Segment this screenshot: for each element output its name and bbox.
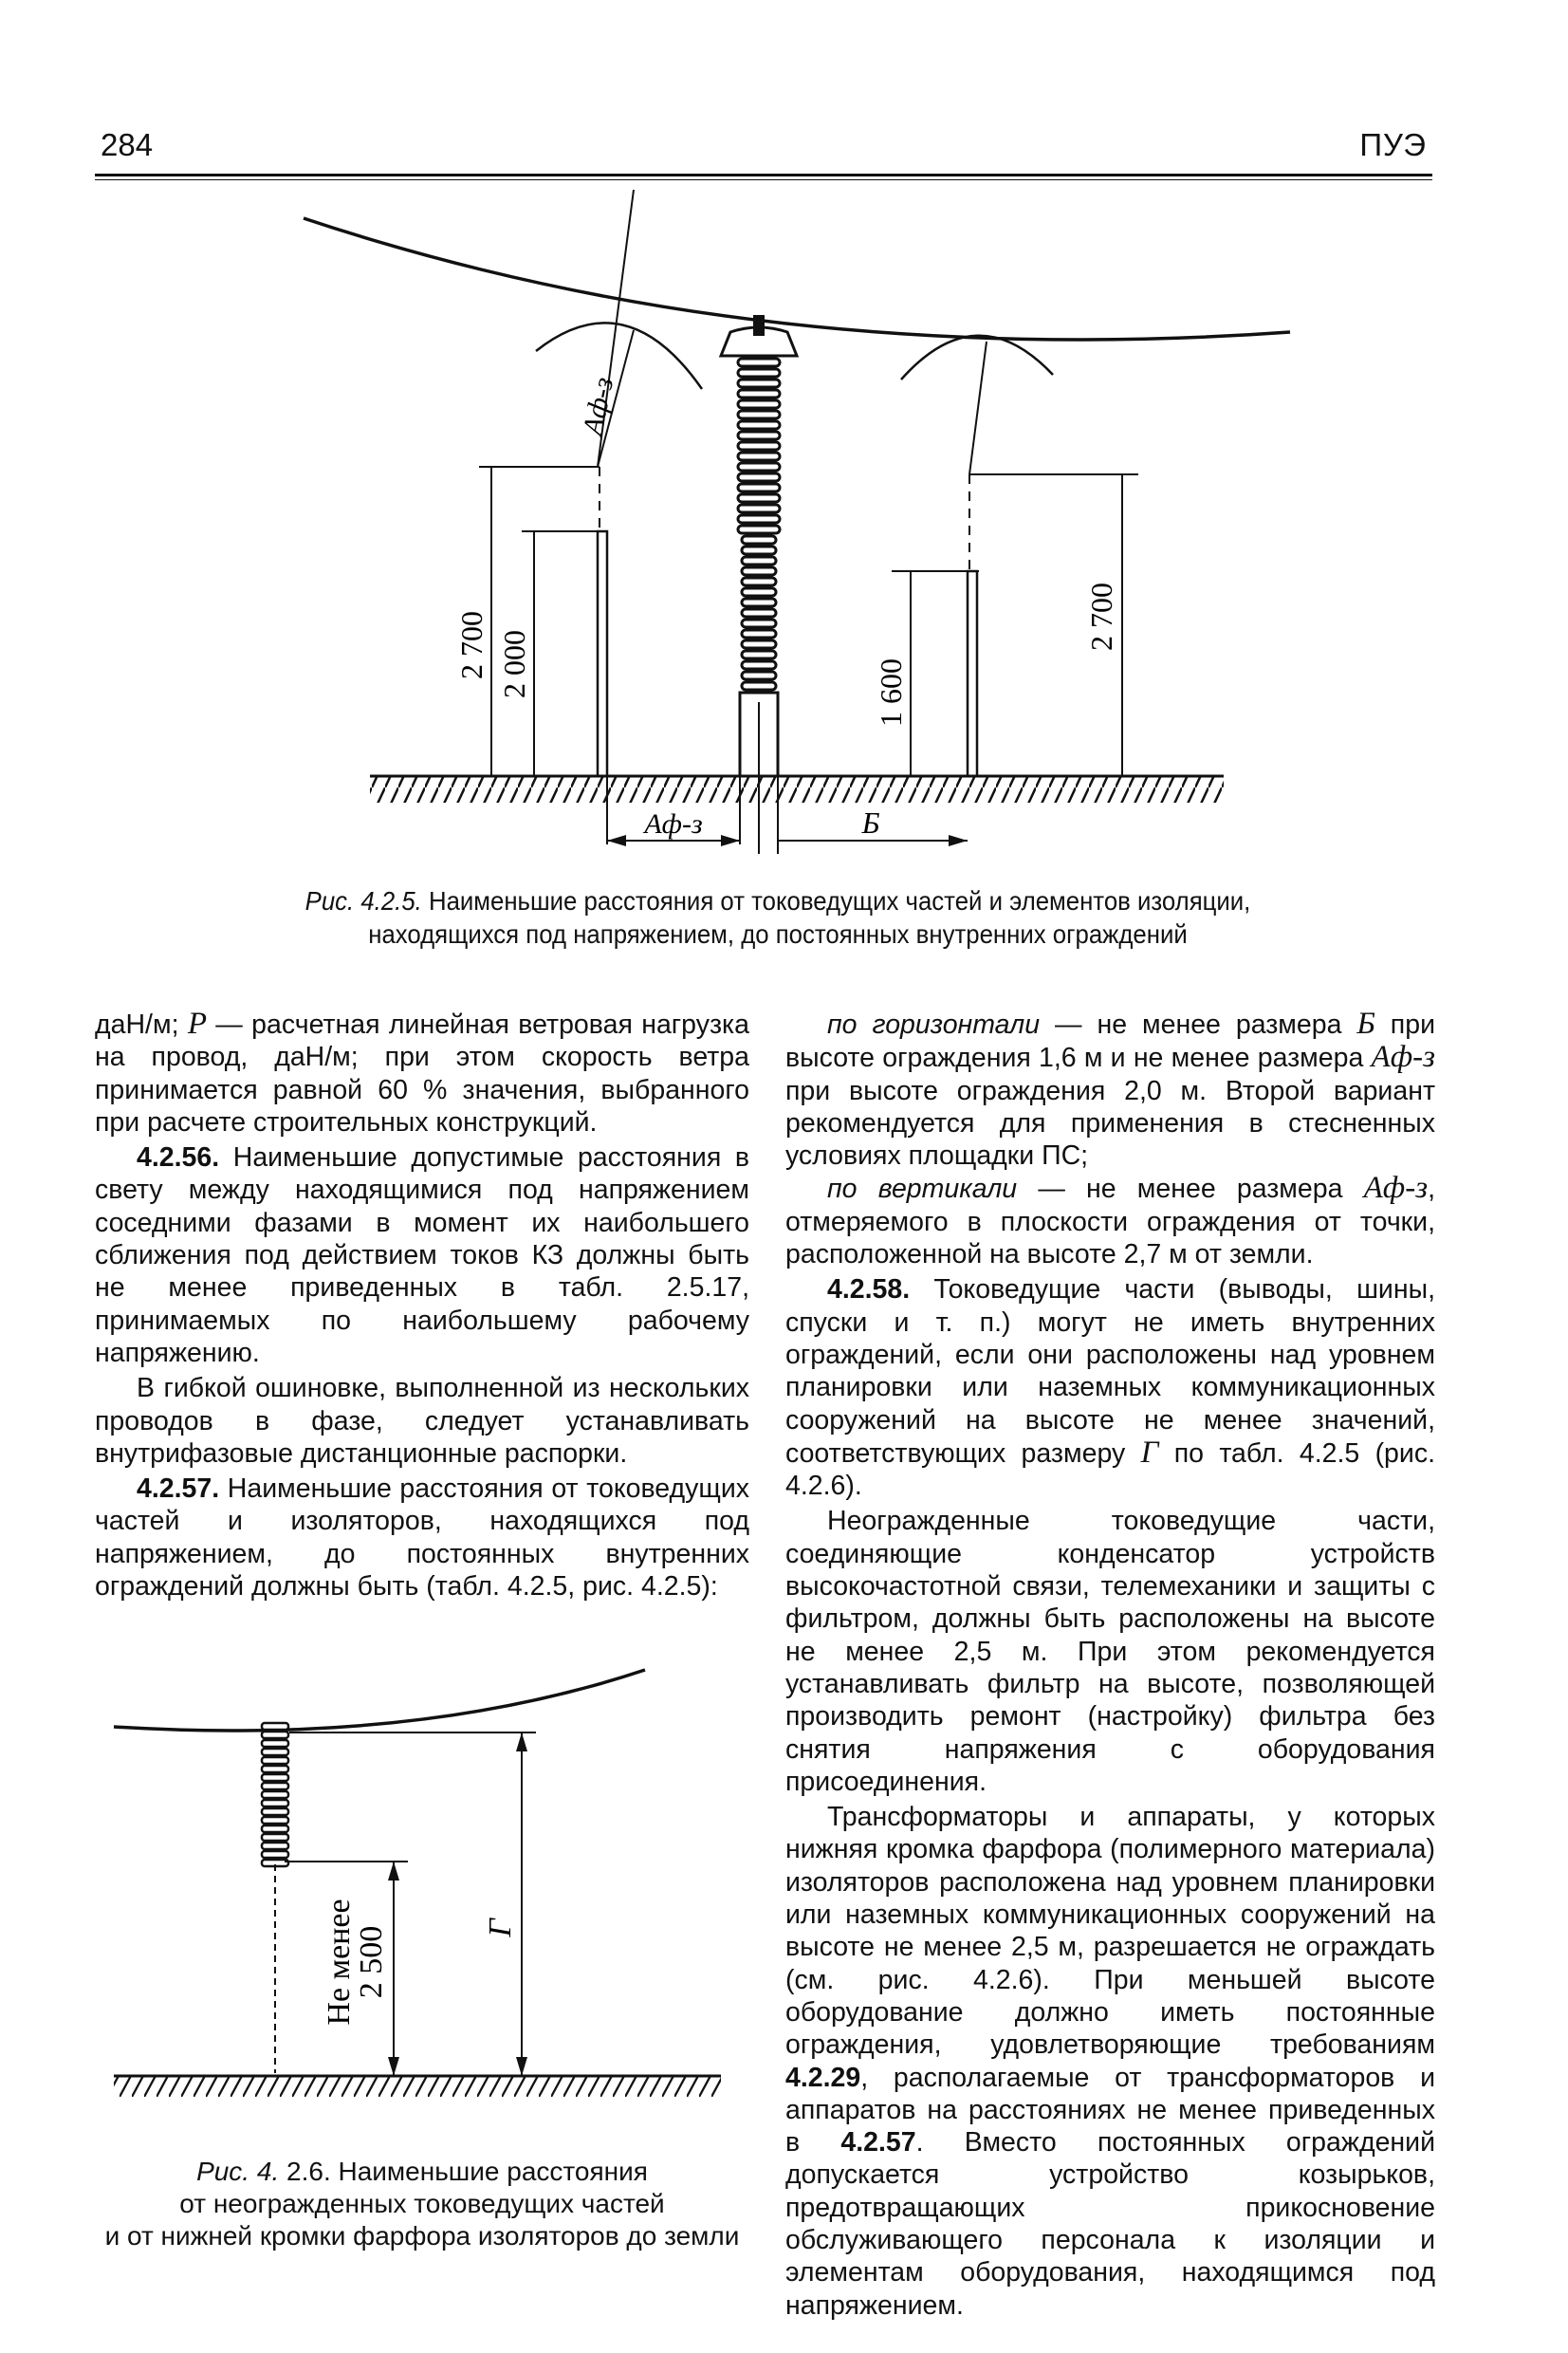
dim-2000: 2 000 <box>497 630 531 698</box>
variable: Aф-з <box>1371 1040 1435 1075</box>
paragraph-4-2-56 <box>95 1141 749 1369</box>
paragraph <box>785 1801 1435 2322</box>
text-span: при высоте ограждения 1,6 м и не менее размера <box>785 1010 1436 1074</box>
caption-line-2: находящихся под напряжением, до постоянных внутренних ограждений <box>368 919 1188 949</box>
figure-4-2-5-caption <box>263 884 1293 951</box>
header-rule <box>95 174 1432 176</box>
text-span: по табл. 4.2.5 (рис. 4.2.6). <box>785 1437 1435 1502</box>
caption-line-1: Наименьшие расстояния от токоведущих частей и элементов изоляции, <box>428 886 1251 916</box>
right-column <box>785 1008 1435 2322</box>
clause-number: 4.2.58. <box>827 1274 911 1306</box>
dim-2700-right: 2 700 <box>1084 583 1118 651</box>
text-span: Наименьшие допустимые расстояния в свету между находящимися под напряжением соседними фазами в момент их наибольшего сближения под действием токов КЗ должны быть не менее приведенных в табл. 2.5.17, принимаемых по наибольшему рабочему напряжению. <box>95 1142 749 1368</box>
clause-reference: 4.2.57 <box>840 2127 916 2158</box>
dim-1600: 1 600 <box>874 658 908 727</box>
paragraph <box>95 1008 749 1139</box>
paragraph: В гибкой ошиновке, выполненной из нескольких проводов в фазе, следует устанавливать внутрифазовые дистанционные распорки. <box>95 1373 749 1469</box>
insulator-icon <box>721 315 797 854</box>
clause-number: 4.2.57. <box>137 1473 220 1505</box>
label-b: Б <box>861 806 880 840</box>
figure-4-2-5 <box>0 190 1568 854</box>
figure-label: Рис. 4.2.5. <box>304 886 422 916</box>
caption-line-2: от неогражденных токоведущих частей <box>179 2189 665 2218</box>
text-span: , отмеряемого в плоскости ограждения от точки, расположенной на высоте 2,7 м от земли. <box>785 1174 1435 1270</box>
text-span: — расчетная линейная ветровая нагрузка на провод, даН/м; при этом скорость ветра принимается равной 60 % значения, выбранного при расчете строительных конструкций. <box>95 1010 749 1138</box>
dim-text-line-2: 2 500 <box>354 1925 389 1999</box>
page-number: 284 <box>101 127 154 162</box>
caption-line-1: 2.6. Наименьшие расстояния <box>286 2157 648 2186</box>
text-span: . Вместо постоянных ограждений допускается устройство козырьков, предотвращающих прикосновение обслуживающего персонала к изоляции и элементам оборудования, находящимся под напряжением. <box>785 2127 1435 2321</box>
text-span: Наименьшие расстояния от токоведущих частей и изоляторов, находящихся под напряжением, до постоянных внутренних ограждений должны быть (табл. 4.2.5, рис. 4.2.5): <box>95 1473 749 1603</box>
dim-text-line-1: Не менее <box>322 1899 357 2026</box>
variable: P <box>187 1007 207 1041</box>
variable: Aф-з <box>1363 1171 1429 1206</box>
left-column <box>95 1008 749 1603</box>
insulator-icon <box>262 1723 288 2073</box>
text-span: Токоведущие части (выводы, шины, спуски и т. п.) могут не иметь внутренних ограждений, если они расположены над уровнем планировки или наземных коммуникационных сооружений на высоте не менее значений, соответствующих размеру <box>785 1274 1435 1469</box>
label-af3: Aф-з <box>644 808 703 840</box>
label-g: Г <box>483 1918 518 1937</box>
variable: Г <box>1140 1435 1159 1470</box>
caption-line-3: и от нижней кромки фарфора изоляторов до земли <box>104 2221 740 2251</box>
variable: Б <box>1356 1007 1375 1041</box>
italic-term: по вертикали <box>827 1174 1018 1205</box>
paragraph-4-2-58 <box>785 1273 1435 1502</box>
text-span: — не менее размера <box>1017 1174 1364 1205</box>
paragraph <box>785 1008 1435 1172</box>
label-af3-diagonal: Aф-з <box>577 374 620 438</box>
text-span: Трансформаторы и аппараты, у которых нижняя кромка фарфора (полимерного материала) изоляторов расположена над уровнем планировки или наземных коммуникационных сооружений на высоте не менее 2,5 м, разрешается не ограждать (см. рис. 4.2.6). При меньшей высоте оборудование должно иметь постоянные ограждения, удовлетворяющие требованиям <box>785 1802 1435 2061</box>
running-title: ПУЭ <box>1359 127 1427 162</box>
header-rule-thin <box>95 179 1432 180</box>
text-span: , располагаемые от трансформаторов и аппаратов на расстояниях не менее приведенных в <box>785 2062 1435 2158</box>
page-header <box>95 125 1432 175</box>
clause-reference: 4.2.29 <box>785 2062 861 2093</box>
figure-4-2-6-caption <box>95 2156 749 2252</box>
paragraph: Неогражденные токоведущие части, соединяющие конденсатор устройств высокочастотной связи, телемеханики и защиты с фильтром, должны быть расположены на высоте не менее 2,5 м. При этом рекомендуется устанавливать фильтр на высоте, позволяющей производить ремонт (настройку) фильтра без снятия напряжения с оборудования присоединения. <box>785 1506 1435 1797</box>
italic-term: по горизонтали <box>827 1010 1041 1040</box>
clause-number: 4.2.56. <box>137 1142 220 1174</box>
figure-4-2-6 <box>95 1641 759 2135</box>
paragraph-4-2-57 <box>95 1473 749 1603</box>
dim-2700-left: 2 700 <box>454 611 489 679</box>
text-span: — не менее размера <box>1040 1010 1357 1040</box>
text-span: даН/м; <box>95 1010 188 1040</box>
paragraph <box>785 1172 1435 1270</box>
figure-label: Рис. 4. <box>196 2157 280 2186</box>
text-span: при высоте ограждения 2,0 м. Второй вариант рекомендуется для применения в стесненных условиях площадки ПС; <box>785 1075 1435 1172</box>
